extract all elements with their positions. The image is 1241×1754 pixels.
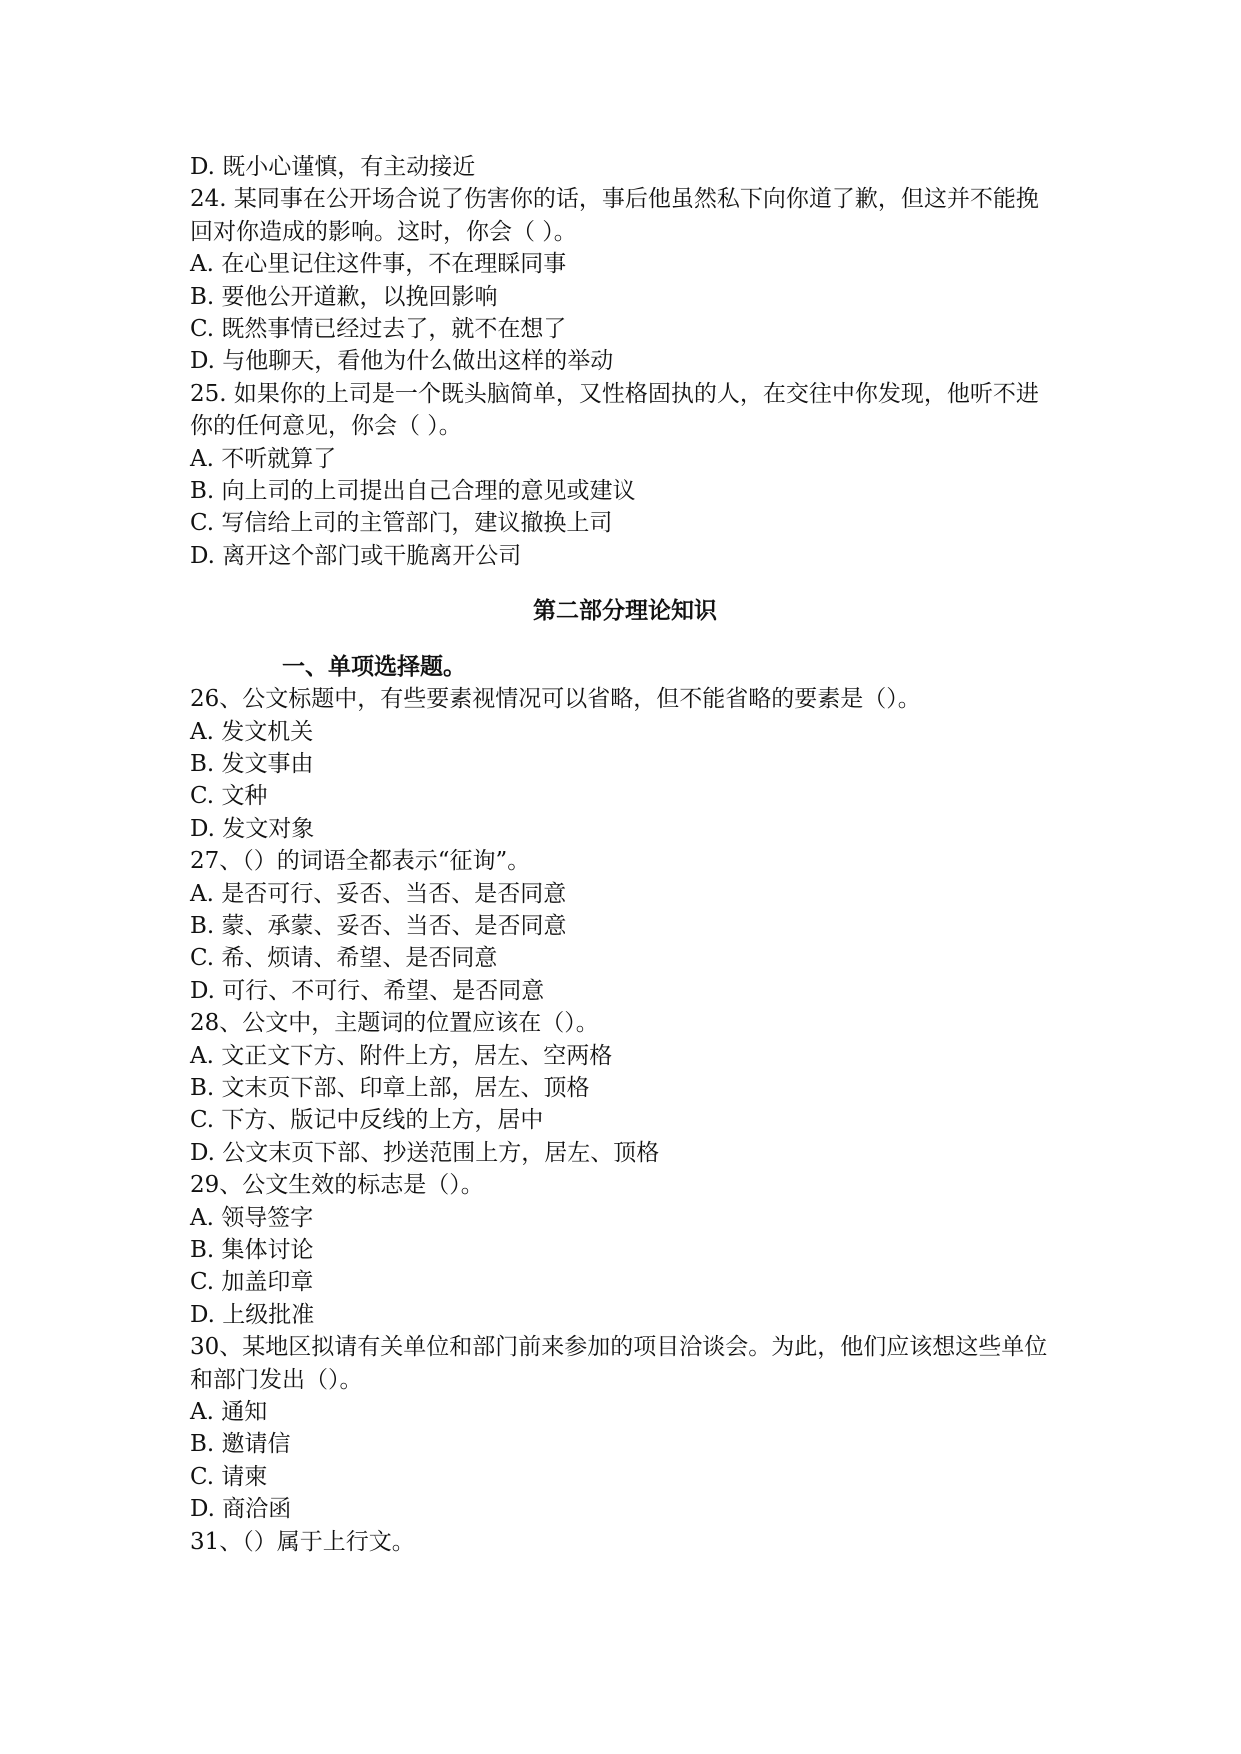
- document-body: [190, 151, 1070, 1558]
- subsection-title: 一、单项选择题。: [282, 653, 466, 680]
- option-line: B. 向上司的上司提出自己合理的意见或建议: [190, 478, 636, 505]
- option-line: B. 文末页下部、印章上部，居左、顶格: [190, 1074, 590, 1101]
- option-line: C. 写信给上司的主管部门，建议撤换上司: [190, 510, 613, 537]
- question-text: 26、公文标题中，有些要素视情况可以省略，但不能省略的要素是（）。: [190, 686, 921, 713]
- question-text: 31、（）属于上行文。: [190, 1528, 415, 1555]
- option-line: A. 发文机关: [190, 718, 314, 745]
- option-line: D. 既小心谨慎，有主动接近: [190, 154, 476, 180]
- option-line: D. 上级批准: [190, 1301, 315, 1328]
- question-text: 28、公文中，主题词的位置应该在（）。: [190, 1010, 599, 1037]
- option-line: D. 发文对象: [190, 815, 315, 842]
- option-line: B. 发文事由: [190, 750, 314, 777]
- option-line: C. 文种: [190, 783, 268, 810]
- option-line: A. 通知: [190, 1399, 268, 1426]
- option-line: A. 不听就算了: [190, 445, 337, 472]
- option-line: A. 文正文下方、附件上方，居左、空两格: [190, 1042, 613, 1069]
- option-line: B. 集体讨论: [190, 1237, 314, 1263]
- option-line: B. 要他公开道歉，以挽回影响: [190, 283, 498, 310]
- option-line: B. 邀请信: [190, 1431, 291, 1458]
- option-line: C. 下方、版记中反线的上方，居中: [190, 1107, 544, 1134]
- option-line: A. 领导签字: [190, 1204, 314, 1231]
- option-line: D. 离开这个部门或干脆离开公司: [190, 542, 522, 569]
- option-line: A. 是否可行、妥否、当否、是否同意: [190, 880, 567, 907]
- section-title: 第二部分理论知识: [533, 598, 717, 625]
- question-text: 24. 某同事在公开场合说了伤害你的话，事后他虽然私下向你道了歉，但这并不能挽回对你造成的影响。这时，你会（ ）。: [190, 186, 1039, 245]
- option-line: C. 加盖印章: [190, 1269, 314, 1296]
- option-line: D. 可行、不可行、希望、是否同意: [190, 977, 545, 1004]
- question-text: 25. 如果你的上司是一个既头脑简单，又性格固执的人，在交往中你发现，他听不进你的任何意见，你会（ ）。: [190, 380, 1039, 440]
- option-line: C. 既然事情已经过去了，就不在想了: [190, 316, 567, 343]
- option-line: C. 请柬: [190, 1463, 268, 1490]
- option-line: D. 与他聊天，看他为什么做出这样的举动: [190, 348, 614, 375]
- option-line: B. 蒙、承蒙、妥否、当否、是否同意: [190, 912, 567, 939]
- option-line: C. 希、烦请、希望、是否同意: [190, 945, 498, 972]
- question-text: 30、某地区拟请有关单位和部门前来参加的项目洽谈会。为此，他们应该想这些单位和部门发出（）。: [190, 1334, 1048, 1393]
- option-line: D. 商洽函: [190, 1496, 292, 1523]
- option-line: D. 公文末页下部、抄送范围上方，居左、顶格: [190, 1139, 660, 1166]
- question-text: 29、公文生效的标志是（）。: [190, 1172, 484, 1199]
- option-line: A. 在心里记住这件事，不在理睬同事: [190, 251, 567, 278]
- question-text: 27、（）的词语全都表示“征询”。: [190, 848, 531, 875]
